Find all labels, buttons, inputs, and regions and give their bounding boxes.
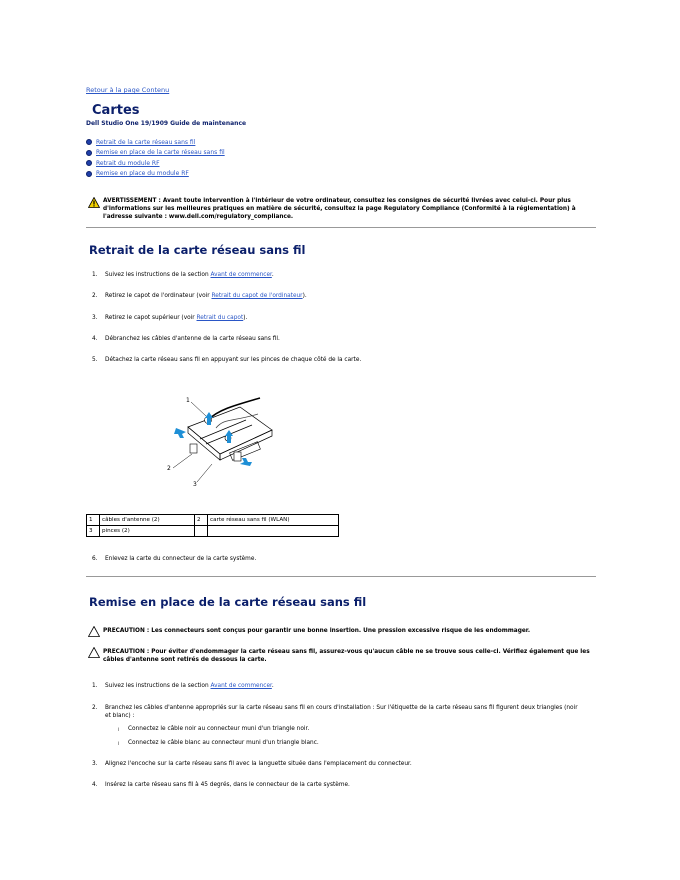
link-remove-top-cover[interactable]: Retrait du capot xyxy=(196,315,244,321)
step xyxy=(92,336,280,342)
sub-bullet: l xyxy=(118,741,120,746)
step-text-end: ). xyxy=(302,293,307,299)
step-number: 2. xyxy=(92,293,98,299)
callout-2: 2 xyxy=(167,465,171,472)
warning-text: Avant toute intervention à l'intérieur de votre ordinateur, consultez les consignes de sécurité livrées avec celui-ci. Pour plus d'informations sur les meilleures pratiques en matière de sécurité, consultez la page Regulatory Compliance (Conformité à la réglementation) à l'adresse suivante : www.dell.com/regulatory_compliance. xyxy=(103,198,576,220)
warning-note xyxy=(103,197,593,221)
link-remove-computer-cover[interactable]: Retrait du capot de l'ordinateur xyxy=(211,293,303,299)
table-of-contents xyxy=(86,137,225,179)
step-number: 3. xyxy=(92,315,98,321)
wlan-card-removal-figure xyxy=(160,392,285,492)
warning-icon xyxy=(88,197,100,208)
step-number: 1. xyxy=(92,272,98,278)
caution-note-1 xyxy=(103,627,593,635)
parts-table xyxy=(86,514,339,537)
table-cell: 2 xyxy=(195,515,208,526)
step xyxy=(92,704,582,720)
table-cell: 3 xyxy=(87,526,100,537)
step-text: Enlevez la carte du connecteur de la carte système. xyxy=(105,556,257,562)
sub-step xyxy=(118,726,309,732)
caution-label: PRECAUTION : xyxy=(103,649,150,655)
page-subtitle: Dell Studio One 19/1909 Guide de maintenance xyxy=(86,120,247,127)
warning-label: AVERTISSEMENT : xyxy=(103,198,161,204)
caution-text: Pour éviter d'endommager la carte réseau sans fil, assurez-vous qu'aucun câble ne se trouve sous celle-ci. Vérifiez également que les câbles d'antenne sont retirés de dessous la carte. xyxy=(103,649,590,663)
sub-step-text: Connectez le câble blanc au connecteur muni d'un triangle blanc. xyxy=(128,740,319,746)
step xyxy=(92,293,307,299)
toc-link-replace-rf[interactable]: Remise en place du module RF xyxy=(96,170,189,178)
back-to-contents-link[interactable]: Retour à la page Contenu xyxy=(86,86,170,94)
toc-item xyxy=(86,169,225,180)
divider xyxy=(86,227,596,228)
step-text: Alignez l'encoche sur la carte réseau sans fil avec la languette située dans l'emplacement du connecteur. xyxy=(105,761,412,767)
step-text: Suivez les instructions de la section xyxy=(105,272,211,278)
bullet-icon xyxy=(86,171,92,177)
antenna-cable-white xyxy=(216,414,258,428)
step-text: Branchez les câbles d'antenne appropriés sur la carte réseau sans fil en cours d'installation : Sur l'étiquette de la carte réseau sans fil figurent deux triangles (noir et blanc) : xyxy=(105,705,578,719)
step-number: 4. xyxy=(92,782,98,788)
caution-icon xyxy=(88,647,100,658)
section-heading-replace-wlan: Remise en place de la carte réseau sans fil xyxy=(89,595,367,609)
link-before-you-begin[interactable]: Avant de commencer xyxy=(210,272,272,278)
bullet-icon xyxy=(86,139,92,145)
table-cell: câbles d'antenne (2) xyxy=(100,515,195,526)
table-cell xyxy=(208,526,339,537)
sub-step xyxy=(118,740,319,746)
table-row xyxy=(87,526,339,537)
link-before-you-begin[interactable]: Avant de commencer xyxy=(210,683,272,689)
step xyxy=(92,357,361,363)
step xyxy=(92,272,274,278)
step xyxy=(92,556,256,562)
caution-note-2 xyxy=(103,648,593,664)
sub-bullet: l xyxy=(118,727,120,732)
step xyxy=(92,315,247,321)
toc-item xyxy=(86,148,225,159)
toc-link-remove-wlan[interactable]: Retrait de la carte réseau sans fil xyxy=(96,138,196,146)
step-text-end: . xyxy=(271,683,274,689)
step-text: Retirez le capot supérieur (voir xyxy=(105,315,197,321)
step-number: 6. xyxy=(92,556,98,562)
step-text-end: . xyxy=(271,272,274,278)
step xyxy=(92,761,412,767)
caution-icon xyxy=(88,626,100,637)
step-number: 3. xyxy=(92,761,98,767)
table-cell xyxy=(195,526,208,537)
table-cell: carte réseau sans fil (WLAN) xyxy=(208,515,339,526)
callout-3: 3 xyxy=(193,481,197,488)
step-text: Suivez les instructions de la section xyxy=(105,683,211,689)
toc-item xyxy=(86,137,225,148)
caution-label: PRECAUTION : xyxy=(103,628,150,634)
callout-1: 1 xyxy=(186,397,190,404)
page-title: Cartes xyxy=(92,103,140,118)
bullet-icon xyxy=(86,160,92,166)
table-cell: pinces (2) xyxy=(100,526,195,537)
section-heading-remove-wlan: Retrait de la carte réseau sans fil xyxy=(89,243,306,257)
step-text-end: ). xyxy=(243,315,248,321)
step-text: Insérez la carte réseau sans fil à 45 degrés, dans le connecteur de la carte système. xyxy=(105,782,350,788)
step-text: Détachez la carte réseau sans fil en appuyant sur les pinces de chaque côté de la carte. xyxy=(105,357,362,363)
step xyxy=(92,782,350,788)
bullet-icon xyxy=(86,150,92,156)
table-row xyxy=(87,515,339,526)
step-number: 4. xyxy=(92,336,98,342)
toc-item xyxy=(86,158,225,169)
divider xyxy=(86,576,596,577)
step-number: 5. xyxy=(92,357,98,363)
step-number: 2. xyxy=(92,705,98,711)
toc-link-replace-wlan[interactable]: Remise en place de la carte réseau sans fil xyxy=(96,149,225,157)
toc-link-remove-rf[interactable]: Retrait du module RF xyxy=(96,159,160,167)
table-cell: 1 xyxy=(87,515,100,526)
sub-step-text: Connectez le câble noir au connecteur muni d'un triangle noir. xyxy=(128,726,310,732)
step xyxy=(92,683,274,689)
step-text: Débranchez les câbles d'antenne de la carte réseau sans fil. xyxy=(105,336,280,342)
step-number: 1. xyxy=(92,683,98,689)
caution-text: Les connecteurs sont conçus pour garantir une bonne insertion. Une pression excessive risque de les endommager. xyxy=(151,628,531,634)
step-text: Retirez le capot de l'ordinateur (voir xyxy=(105,293,212,299)
